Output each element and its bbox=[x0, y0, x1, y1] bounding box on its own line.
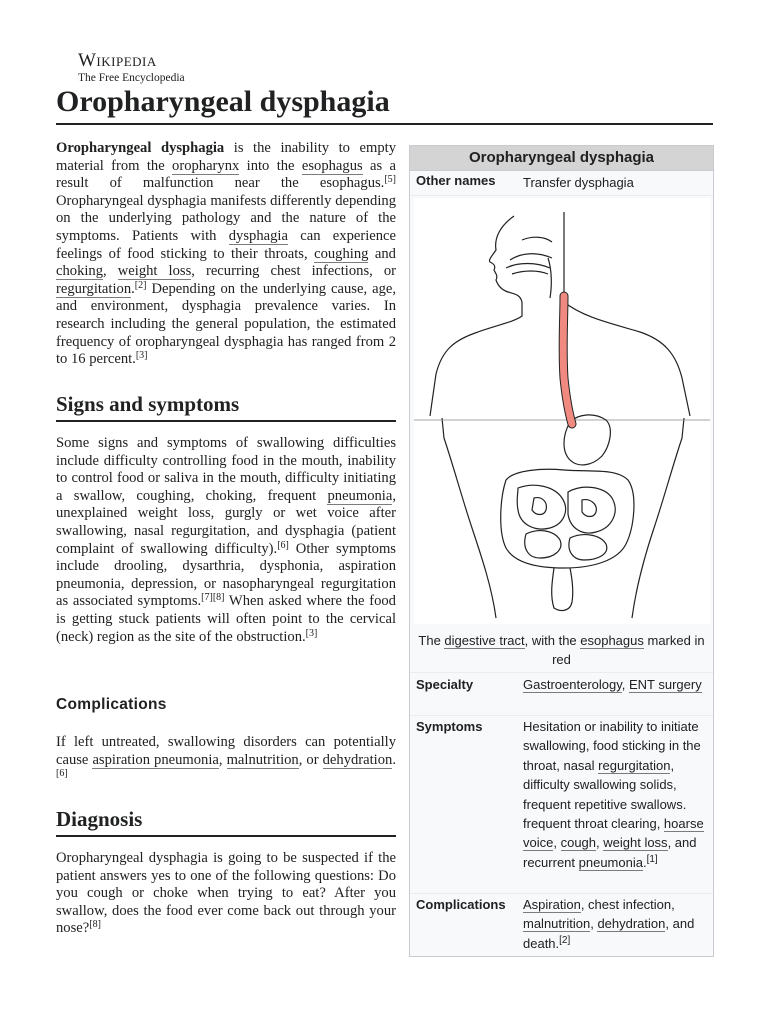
text: marked in red bbox=[552, 633, 705, 667]
text: , or bbox=[298, 751, 323, 768]
wikipedia-tagline: The Free Encyclopedia bbox=[78, 72, 185, 84]
infobox-divider bbox=[410, 893, 713, 894]
link-digestive-tract[interactable]: digestive tract bbox=[444, 633, 525, 648]
link-esophagus[interactable]: esophagus bbox=[301, 157, 363, 174]
text: , and recurrent bbox=[523, 835, 697, 870]
section-divider bbox=[56, 835, 396, 837]
text: , unexplained weight loss, gurgly or wet voice after swallowing, nasal regurgitation, and dysphagia (patient complaint of swallowing difficulty). bbox=[56, 487, 396, 557]
link-dysphagia[interactable]: dysphagia bbox=[228, 227, 288, 244]
link-dehydration[interactable]: dehydration bbox=[597, 916, 666, 932]
ref-8[interactable]: [8] bbox=[212, 592, 225, 604]
text: , bbox=[590, 916, 598, 932]
diagnosis-body bbox=[56, 850, 396, 938]
text: When asked where the food is getting stuck patients will often point to the cervical (neck) region as the site of the obstruction. bbox=[56, 593, 396, 645]
diagnosis-paragraph bbox=[56, 850, 396, 938]
text: , chest infection, bbox=[580, 897, 675, 912]
link-regurgitation[interactable]: regurgitation bbox=[598, 757, 671, 773]
intro-section bbox=[56, 140, 396, 369]
text: , bbox=[103, 263, 118, 280]
digestive-tract-diagram bbox=[414, 198, 710, 624]
signs-section bbox=[56, 391, 396, 422]
complications-paragraph bbox=[56, 734, 396, 787]
text: , recurring chest infections, or bbox=[191, 263, 396, 280]
signs-paragraph bbox=[56, 435, 396, 646]
text: as a result of malfunction near the esophagus. bbox=[56, 157, 397, 192]
lead-term: Oropharyngeal dysphagia bbox=[56, 140, 225, 156]
link-esophagus[interactable]: esophagus bbox=[580, 633, 644, 648]
link-regurgitation[interactable]: regurgitation bbox=[56, 280, 132, 297]
link-oropharynx[interactable]: oropharynx bbox=[172, 157, 240, 174]
link-dehydration[interactable]: dehydration bbox=[322, 751, 393, 768]
text: Some signs and symptoms of swallowing difficulties include difficulty controlling food in the mouth, inability to control food or saliva in the mouth, difficulty initiating a swallow, coughing, choking, frequent bbox=[56, 435, 396, 504]
ref-3[interactable]: [3] bbox=[305, 627, 318, 639]
complications-body bbox=[56, 734, 396, 787]
wikipedia-wordmark: Wikipedia bbox=[78, 50, 157, 71]
infobox bbox=[409, 145, 714, 957]
text: Hesitation or inability to initiate swallowing, food sticking in the throat, nasal bbox=[523, 719, 701, 773]
link-hoarse-voice[interactable]: hoarse voice bbox=[523, 816, 704, 851]
link-choking[interactable]: choking bbox=[56, 263, 104, 280]
infobox-label: Specialty bbox=[416, 677, 474, 692]
complications-section bbox=[56, 695, 396, 715]
link-coughing[interactable]: coughing bbox=[314, 245, 369, 262]
ref-8[interactable]: [8] bbox=[89, 919, 101, 931]
infobox-label: Other names bbox=[416, 173, 496, 188]
link-malnutrition[interactable]: malnutrition bbox=[226, 751, 299, 768]
link-pneumonia[interactable]: pneumonia bbox=[578, 854, 643, 870]
heading-complications: Complications bbox=[56, 696, 167, 713]
signs-body bbox=[56, 435, 396, 646]
infobox-value bbox=[523, 895, 706, 953]
intro-paragraph bbox=[56, 140, 396, 369]
text: Depending on the underlying cause, age, and environment, dysphagia prevalence varies. In research including the general population, the estimated frequency of oropharyngeal dysphagia has ranged from 2 to 16 percent. bbox=[56, 280, 396, 368]
link-weight-loss[interactable]: weight loss bbox=[117, 263, 192, 280]
digestive-tract-image[interactable] bbox=[414, 198, 710, 624]
text: . bbox=[131, 280, 135, 297]
link-weight-loss[interactable]: weight loss bbox=[603, 835, 668, 851]
ref-5[interactable]: [5] bbox=[384, 174, 396, 186]
link-gastroenterology[interactable]: Gastroenterology bbox=[523, 677, 622, 692]
infobox-image-caption bbox=[410, 631, 713, 669]
link-aspiration-pneumonia[interactable]: aspiration pneumonia bbox=[92, 751, 219, 768]
text: , difficulty swallowing solids, frequent repetitive swallows. frequent throat clearing, bbox=[523, 757, 687, 832]
text: The bbox=[418, 633, 445, 648]
text: . bbox=[392, 751, 396, 768]
heading-diagnosis: Diagnosis bbox=[56, 807, 143, 831]
page-title: Oropharyngeal dysphagia bbox=[56, 85, 390, 118]
link-pneumonia[interactable]: pneumonia bbox=[327, 487, 393, 504]
link-ent-surgery[interactable]: ENT surgery bbox=[629, 677, 702, 692]
ref-3[interactable]: [3] bbox=[135, 350, 148, 362]
text: , bbox=[621, 677, 629, 692]
ref-6[interactable]: [6] bbox=[277, 539, 289, 551]
ref-7[interactable]: [7] bbox=[201, 592, 213, 604]
text: Oropharyngeal dysphagia is going to be suspected if the patient answers yes to one of the following questions: Do you cough or choke when trying to eat? After you swallow, does the food ever come back out through your nose? bbox=[56, 850, 396, 937]
text: , and death. bbox=[523, 916, 695, 951]
infobox-value bbox=[523, 675, 706, 694]
infobox-value: Transfer dysphagia bbox=[523, 175, 634, 190]
text: , with the bbox=[524, 633, 581, 648]
text: If left untreated, swallowing disorders can potentially cause bbox=[56, 734, 396, 768]
section-divider bbox=[56, 420, 396, 422]
text: , bbox=[553, 835, 561, 851]
infobox-label: Symptoms bbox=[416, 719, 483, 734]
text: Oropharyngeal dysphagia manifests differently depending on the underlying pathology and the nature of the symptoms. Patients with bbox=[56, 192, 396, 244]
heading-signs-and-symptoms: Signs and symptoms bbox=[56, 392, 240, 416]
ref-2[interactable]: [2] bbox=[559, 934, 571, 946]
text: can experience feelings of food sticking to their throats, bbox=[56, 227, 396, 262]
text: into the bbox=[239, 157, 302, 174]
infobox-divider bbox=[410, 672, 713, 673]
title-divider bbox=[56, 123, 713, 125]
link-malnutrition[interactable]: malnutrition bbox=[523, 916, 591, 932]
infobox-divider bbox=[410, 195, 713, 196]
text: is the inability to empty material from the bbox=[56, 140, 397, 174]
link-cough[interactable]: cough bbox=[560, 835, 597, 851]
link-aspiration[interactable]: Aspiration bbox=[523, 897, 581, 912]
text: Other symptoms include drooling, dysarthria, dysphonia, aspiration pneumonia, depression, or nasopharyngeal regurgitation as associated symptoms. bbox=[56, 540, 396, 610]
infobox-title: Oropharyngeal dysphagia bbox=[410, 146, 713, 171]
text: , bbox=[596, 835, 604, 851]
infobox-divider bbox=[410, 715, 713, 716]
wikipedia-logo[interactable] bbox=[78, 50, 185, 85]
ref-2[interactable]: [2] bbox=[134, 279, 147, 291]
text: and bbox=[368, 245, 396, 262]
infobox-label: Complications bbox=[416, 897, 506, 912]
text: . bbox=[642, 854, 647, 870]
ref-6[interactable]: [6] bbox=[56, 768, 68, 780]
ref-1[interactable]: [1] bbox=[646, 853, 658, 865]
diagnosis-section bbox=[56, 806, 396, 837]
infobox-value bbox=[523, 717, 706, 872]
text: , bbox=[218, 751, 227, 768]
